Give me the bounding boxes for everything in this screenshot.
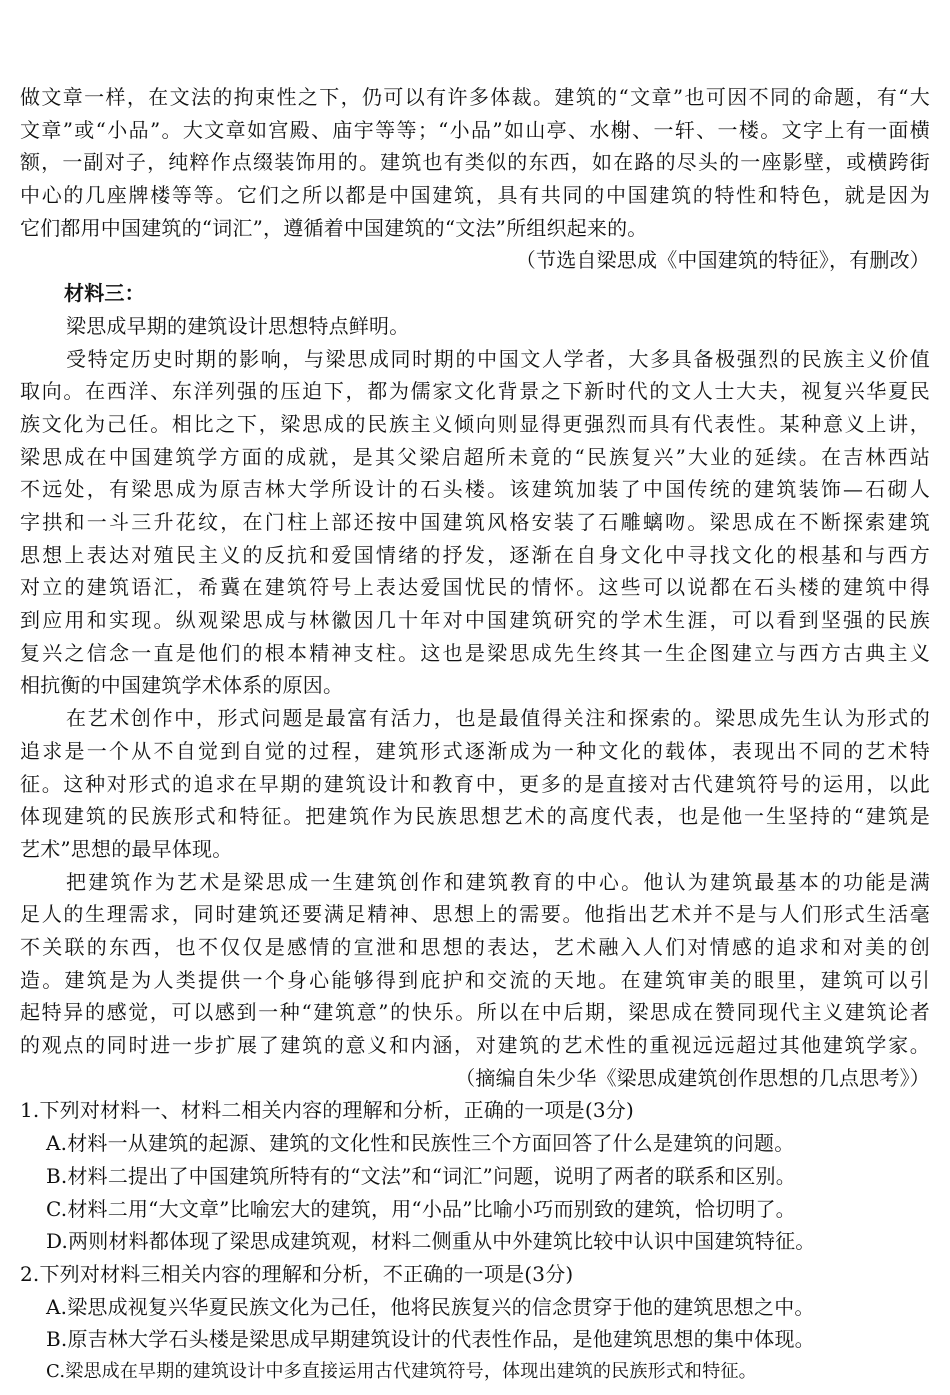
option-c: C.梁思成在早期的建筑设计中多直接运用古代建筑符号，体现出建筑的民族形式和特征。: [46, 1361, 757, 1382]
text-line: 把建筑作为艺术是梁思成一生建筑创作和建筑教育的中心。他认为建筑最基本的功能是满: [66, 869, 930, 894]
option-b: B.原吉林大学石头楼是梁思成早期建筑设计的代表性作品，是他建筑思想的集中体现。: [46, 1327, 815, 1352]
source-citation: （摘编自朱少华《梁思成建筑创作思想的几点思考》）: [455, 1065, 930, 1090]
option-a: A.材料一从建筑的起源、建筑的文化性和民族性三个方面回答了什么是建筑的问题。: [46, 1131, 795, 1156]
text-line: 梁思成在中国建筑学方面的成就，是其父梁启超所未竟的“民族复兴”大业的延续。在吉林西站: [20, 444, 930, 469]
text-line: 艺术”思想的最早体现。: [20, 836, 233, 861]
text-line: 受特定历史时期的影响，与梁思成同时期的中国文人学者，大多具备极强烈的民族主义价值: [66, 346, 930, 371]
text-line: 做文章一样，在文法的拘束性之下，仍可以有许多体裁。建筑的“文章”也可因不同的命题，有“大: [20, 85, 930, 109]
text-line: 中心的几座牌楼等等。它们之所以都是中国建筑，具有共同的中国建筑的特性和特色，就是因为: [20, 183, 930, 208]
question-stem: 1.下列对材料一、材料二相关内容的理解和分析，正确的一项是(3分): [20, 1098, 635, 1123]
text-line: 不远处，有梁思成为原吉林大学所设计的石头楼。该建筑加装了中国传统的建筑装饰—石砌人: [20, 477, 930, 502]
text-line: 复兴之信念一直是他们的根本精神支柱。这也是梁思成先生终其一生企图建立与西方古典主义: [20, 640, 930, 665]
question-stem: 2.下列对材料三相关内容的理解和分析，不正确的一项是(3分): [20, 1261, 574, 1286]
text-line: 不关联的东西，也不仅仅是感情的宣泄和思想的表达，艺术融入人们对情感的追求和对美的创: [20, 935, 930, 959]
source-citation: （节选自梁思成《中国建筑的特征》，有删改）: [515, 248, 930, 273]
text-line: 在艺术创作中，形式问题是最富有活力，也是最值得关注和探索的。梁思成先生认为形式的: [66, 706, 930, 731]
text-line: 相抗衡的中国建筑学术体系的原因。: [20, 673, 344, 698]
text-line: 对立的建筑语汇，希冀在建筑符号上表达爱国忧民的情怀。这些可以说都在石头楼的建筑中得: [20, 575, 930, 600]
option-a: A.梁思成视复兴华夏民族文化为己任，他将民族复兴的信念贯穿于他的建筑思想之中。: [46, 1294, 815, 1319]
text-line: 取向。在西洋、东洋列强的压迫下，都为儒家文化背景之下新时代的文人士大夫，视复兴华夏民: [20, 379, 930, 404]
text-line: 族文化为己任。相比之下，梁思成的民族主义倾向则显得更强烈而具有代表性。某种意义上讲，: [20, 411, 930, 436]
text-line: 起特异的感觉，可以感到一种“建筑意”的快乐。所以在中后期，梁思成在赞同现代主义建筑论者: [20, 1000, 930, 1025]
option-c: C.材料二用“大文章”比喻宏大的建筑，用“小品”比喻小巧而别致的建筑，恰切明了。: [46, 1196, 796, 1221]
text-line: 追求是一个从不自觉到自觉的过程，建筑形式逐渐成为一种文化的载体，表现出不同的艺术特: [20, 738, 930, 763]
option-b: B.材料二提出了中国建筑所特有的“文法”和“词汇”问题，说明了两者的联系和区别。: [46, 1163, 796, 1188]
text-line: 到应用和实现。纵观梁思成与林徽因几十年对中国建筑研究的学术生涯，可以看到坚强的民族: [20, 608, 930, 633]
text-line: 梁思成早期的建筑设计思想特点鲜明。: [66, 313, 410, 338]
text-line: 的观点的同时进一步扩展了建筑的意义和内涵，对建筑的艺术性的重视远远超过其他建筑学家。: [20, 1033, 930, 1058]
option-d: D.两则材料都体现了梁思成建筑观，材料二侧重从中外建筑比较中认识中国建筑特征。: [46, 1229, 816, 1254]
text-line: 体现建筑的民族形式和特征。把建筑作为民族思想艺术的高度代表，也是他一生坚持的“建筑是: [20, 804, 930, 829]
text-line: 征。这种对形式的追求在早期的建筑设计和教育中，更多的是直接对古代建筑符号的运用，以此: [20, 771, 930, 796]
text-line: 足人的生理需求，同时建筑还要满足精神、思想上的需要。他指出艺术并不是与人们形式生活毫: [20, 902, 930, 927]
text-line: 它们都用中国建筑的“词汇”，遵循着中国建筑的“文法”所组织起来的。: [20, 215, 648, 240]
text-line: 思想上表达对殖民主义的反抗和爱国情绪的抒发，逐渐在自身文化中寻找文化的根基和与西方: [20, 542, 930, 567]
text-line: 造。建筑是为人类提供一个身心能够得到庇护和交流的天地。在建筑审美的眼里，建筑可以引: [20, 967, 930, 992]
text-line: 文章”或“小品”。大文章如宫殿、庙宇等等；“小品”如山亭、水榭、一轩、一楼。文字上有一面横: [20, 117, 930, 142]
text-line: 额，一副对子，纯粹作点缀装饰用的。建筑也有类似的东西，如在路的尽头的一座影壁，或横跨街: [20, 150, 930, 175]
text-line: 字拱和一斗三升花纹，在门柱上部还按中国建筑风格安装了石雕螭吻。梁思成在不断探索建筑: [20, 510, 930, 534]
section-heading: 材料三：: [64, 281, 145, 306]
